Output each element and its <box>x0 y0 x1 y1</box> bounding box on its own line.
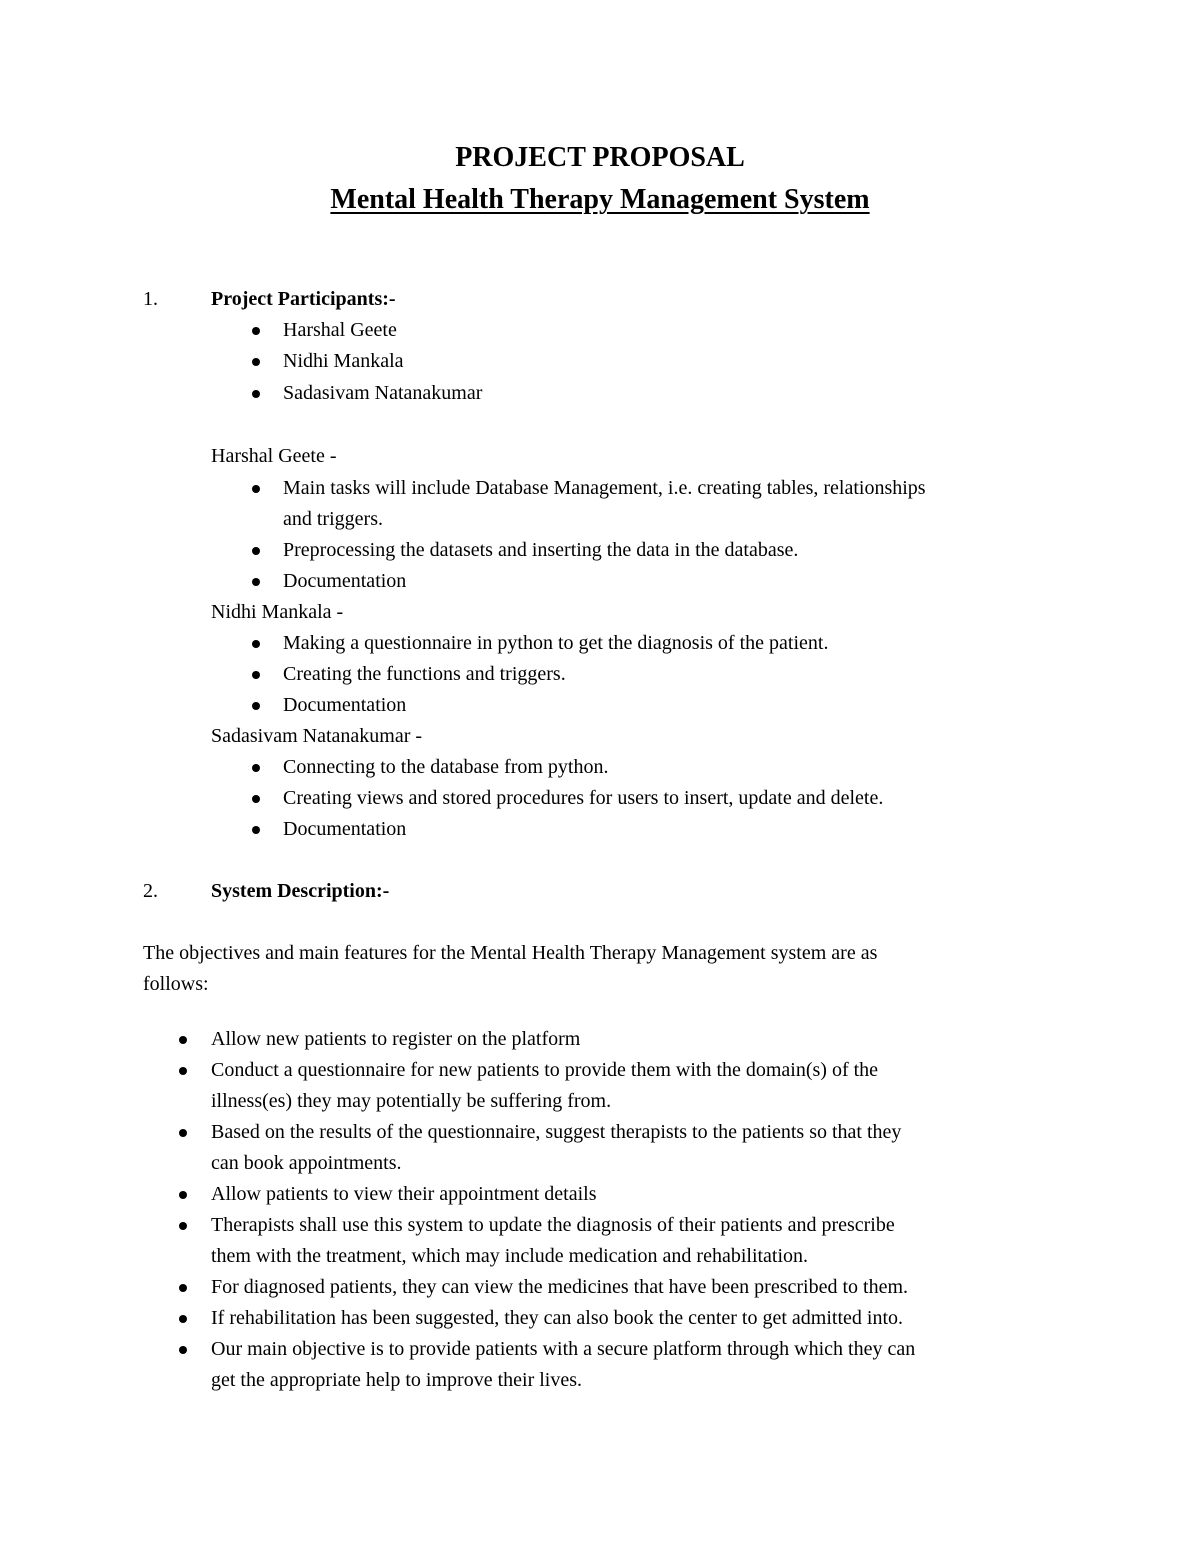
member-task: Main tasks will include Database Management, i.e. creating tables, relationships <box>283 477 926 499</box>
feature-item-continued: can book appointments. <box>211 1152 402 1174</box>
bullet-icon <box>252 327 260 335</box>
bullet-icon <box>252 764 260 772</box>
member-task: Preprocessing the datasets and inserting the data in the database. <box>283 539 799 561</box>
section-2-number: 2. <box>143 880 158 902</box>
feature-item: For diagnosed patients, they can view the medicines that have been prescribed to them. <box>211 1276 909 1298</box>
document-subtitle: Mental Health Therapy Management System <box>330 184 870 215</box>
feature-item: Therapists shall use this system to update the diagnosis of their patients and prescribe <box>211 1214 895 1236</box>
feature-item: If rehabilitation has been suggested, they can also book the center to get admitted into. <box>211 1307 904 1329</box>
bullet-icon <box>179 1284 187 1292</box>
section-2-heading: System Description:- <box>211 880 390 902</box>
bullet-icon <box>179 1346 187 1354</box>
member-task: Documentation <box>283 570 407 592</box>
member-task: Documentation <box>283 694 407 716</box>
bullet-icon <box>179 1129 187 1137</box>
bullet-icon <box>252 826 260 834</box>
bullet-icon <box>252 671 260 679</box>
member-task: Creating views and stored procedures for users to insert, update and delete. <box>283 787 884 809</box>
bullet-icon <box>179 1191 187 1199</box>
section-1-heading: Project Participants:- <box>211 288 396 310</box>
member-task: Making a questionnaire in python to get the diagnosis of the patient. <box>283 632 829 654</box>
feature-item: Allow patients to view their appointment details <box>211 1183 597 1205</box>
section-2-intro: The objectives and main features for the Mental Health Therapy Management system are as <box>143 942 878 964</box>
document-title: PROJECT PROPOSAL <box>455 142 745 173</box>
bullet-icon <box>252 485 260 493</box>
bullet-icon <box>252 702 260 710</box>
feature-item-continued: illness(es) they may potentially be suffering from. <box>211 1090 612 1112</box>
bullet-icon <box>179 1315 187 1323</box>
feature-item: Our main objective is to provide patients with a secure platform through which they can <box>211 1338 916 1360</box>
member-name: Sadasivam Natanakumar - <box>211 725 423 747</box>
member-task: Creating the functions and triggers. <box>283 663 566 685</box>
section-2-intro-continued: follows: <box>143 973 209 995</box>
bullet-icon <box>252 640 260 648</box>
feature-item-continued: get the appropriate help to improve their lives. <box>211 1369 582 1391</box>
bullet-icon <box>179 1222 187 1230</box>
bullet-icon <box>252 547 260 555</box>
participant-item: Nidhi Mankala <box>283 350 404 372</box>
feature-item: Allow new patients to register on the platform <box>211 1028 581 1050</box>
member-name: Nidhi Mankala - <box>211 601 344 623</box>
section-1-number: 1. <box>143 288 158 310</box>
feature-item: Based on the results of the questionnaire, suggest therapists to the patients so that they <box>211 1121 902 1143</box>
member-task: Documentation <box>283 818 407 840</box>
bullet-icon <box>179 1036 187 1044</box>
bullet-icon <box>252 795 260 803</box>
feature-item-continued: them with the treatment, which may include medication and rehabilitation. <box>211 1245 809 1267</box>
member-task: Connecting to the database from python. <box>283 756 609 778</box>
participant-item: Sadasivam Natanakumar <box>283 382 483 404</box>
bullet-icon <box>179 1067 187 1075</box>
feature-item: Conduct a questionnaire for new patients to provide them with the domain(s) of the <box>211 1059 879 1081</box>
member-name: Harshal Geete - <box>211 445 337 467</box>
participant-item: Harshal Geete <box>283 319 397 341</box>
bullet-icon <box>252 358 260 366</box>
member-task-continued: and triggers. <box>283 508 383 530</box>
bullet-icon <box>252 390 260 398</box>
bullet-icon <box>252 578 260 586</box>
